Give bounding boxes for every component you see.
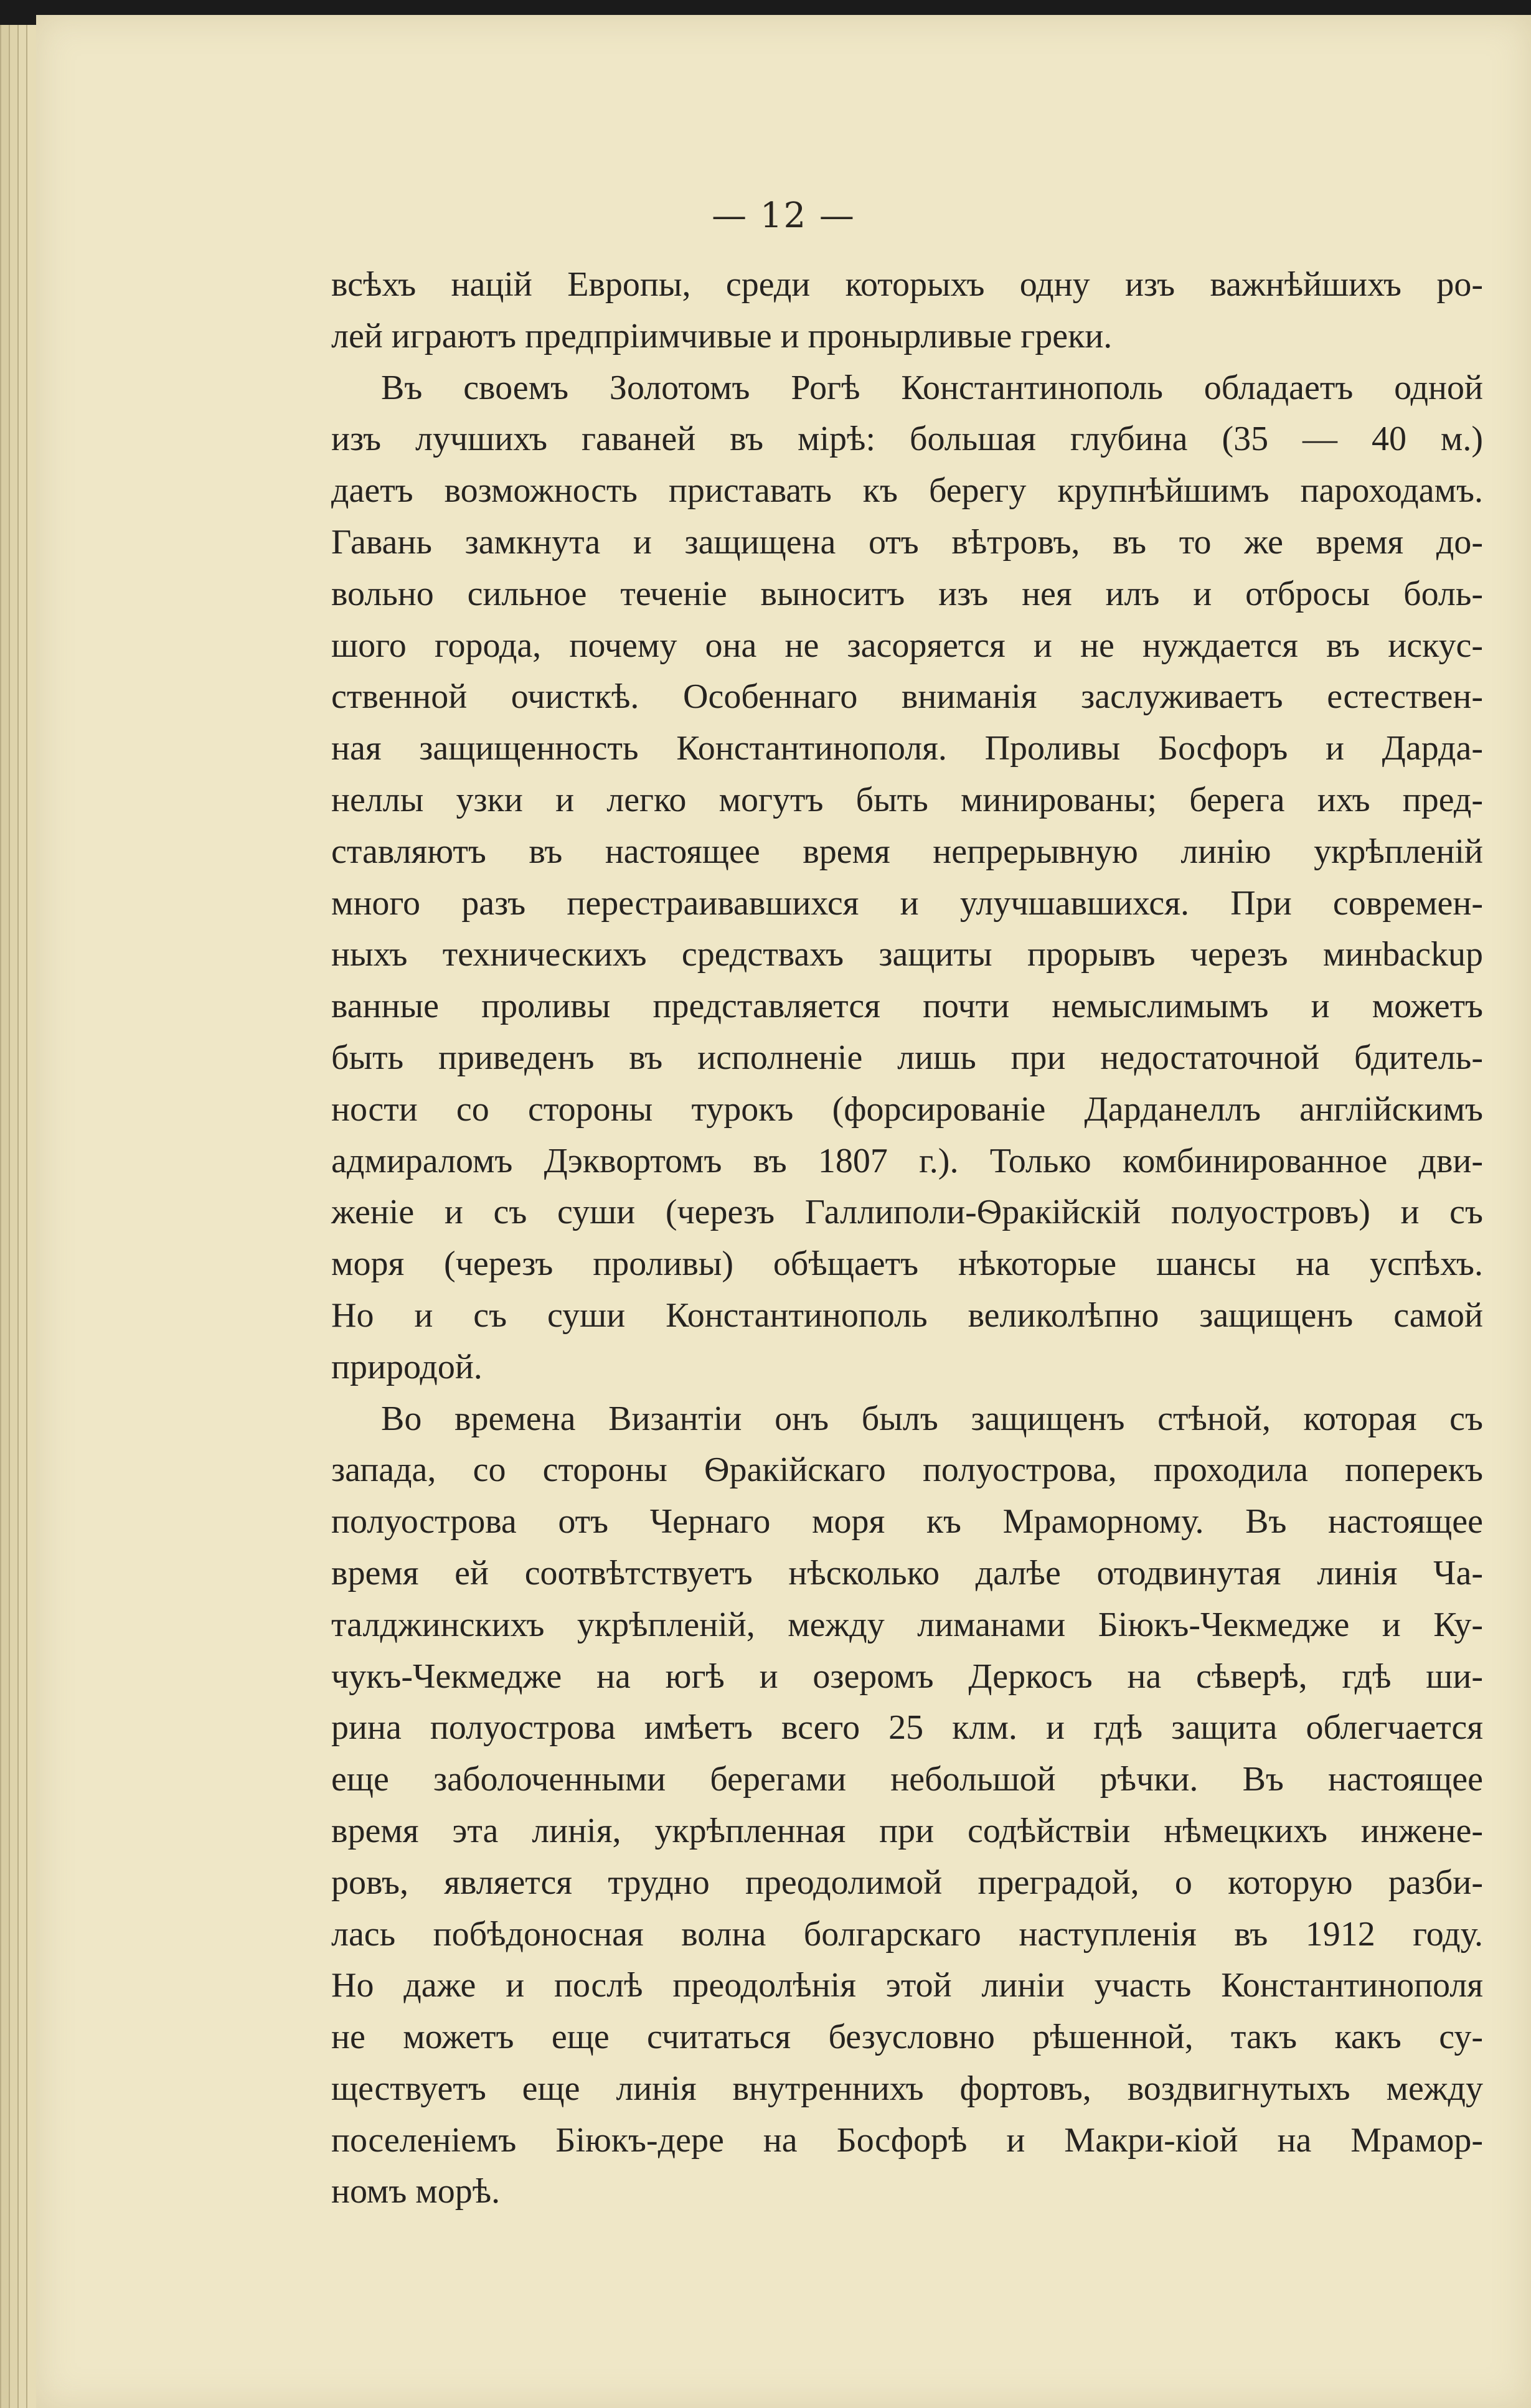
text-line: лась побѣдоносная волна болгарскаго наступленія въ 1912 году. [331,1914,1483,1954]
page-number: — 12 — [712,195,855,236]
text-line: Но и съ суши Константинополь великолѣпно защищенъ самой [331,1296,1483,1335]
text-line: ванные проливы представляется почти немыслимымъ и можетъ [331,987,1483,1026]
text-line: рина полуострова имѣетъ всего 25 клм. и гдѣ защита облегчается [331,1708,1483,1747]
text-line: изъ лучшихъ гаваней въ мірѣ: большая глубина (35 — 40 м.) [331,420,1483,459]
text-line: неллы узки и легко могутъ быть минированы; берега ихъ пред- [331,780,1483,819]
text-line: номъ морѣ. [331,2172,501,2211]
text-line: время ей соотвѣтствуетъ нѣсколько далѣе отодвинутая линія Ча- [331,1553,1483,1592]
text-line: адмираломъ Дэквортомъ въ 1807 г.). Только комбинированное дви- [331,1141,1483,1180]
text-line: талджинскихъ укрѣпленій, между лиманами Біюкъ-Чекмедже и Ку- [331,1605,1483,1644]
text-line: поселеніемъ Біюкъ-дере на Босфорѣ и Макри-кіой на Мрамор- [331,2120,1483,2160]
text-line: ровъ, является трудно преодолимой преградой, о которую разби- [331,1863,1483,1902]
text-line: природой. [331,1347,483,1386]
paragraph [331,259,1483,362]
text-line: много разъ перестраивавшихся и улучшавшихся. При современ- [331,883,1483,923]
text-line: ществуетъ еще линія внутреннихъ фортовъ, воздвигнутыхъ между [331,2069,1483,2108]
text-line: женіе и съ суши (черезъ Галлиполи-Ѳракійскій полуостровъ) и съ [331,1193,1483,1232]
body-text [331,259,1483,2218]
text-line: ности со стороны турокъ (форсированіе Дарданеллъ англійскимъ [331,1089,1483,1129]
text-line: Но даже и послѣ преодолѣнія этой линіи участь Константинополя [331,1966,1483,2005]
text-line: лей играютъ предпріимчивые и пронырливые греки. [331,316,1113,355]
book-page [36,15,1531,2408]
text-line: быть приведенъ въ исполненіе лишь при недостаточной бдитель- [331,1038,1483,1077]
text-line: ственной очисткѣ. Особеннаго вниманія заслуживаетъ естествен- [331,677,1483,717]
text-line: моря (черезъ проливы) обѣщаетъ нѣкоторые шансы на успѣхъ. [331,1244,1483,1284]
text-line: еще заболоченными берегами небольшой рѣчки. Въ настоящее [331,1760,1483,1799]
text-line: Гавань замкнута и защищена отъ вѣтровъ, въ то же время до- [331,522,1483,562]
text-line: не можетъ еще считаться безусловно рѣшенной, такъ какъ су- [331,2018,1483,2057]
text-line: чукъ-Чекмедже на югѣ и озеромъ Деркосъ на сѣверѣ, гдѣ ши- [331,1657,1483,1696]
text-line: даетъ возможность приставать къ берегу крупнѣйшимъ пароходамъ. [331,471,1483,510]
text-line: ставляютъ въ настоящее время непрерывную линію укрѣпленій [331,832,1483,871]
text-line: всѣхъ націй Европы, среди которыхъ одну изъ важнѣйшихъ ро- [331,265,1483,304]
paragraph [331,1393,1483,2218]
text-line: Во времена Византіи онъ былъ защищенъ стѣной, которая съ [381,1399,1483,1438]
text-line: запада, со стороны Ѳракійскаго полуострова, проходила поперекъ [331,1451,1483,1490]
text-line: шого города, почему она не засоряется и не нуждается въ искус- [331,626,1483,665]
text-line: Въ своемъ Золотомъ Рогѣ Константинополь обладаетъ одной [381,368,1483,407]
paragraph [331,362,1483,1393]
text-line: полуострова отъ Чернаго моря къ Мраморному. Въ настоящее [331,1502,1483,1541]
text-line: вольно сильное теченіе выноситъ изъ нея илъ и отбросы боль- [331,574,1483,613]
text-line: время эта линія, укрѣпленная при содѣйствіи нѣмецкихъ инжене- [331,1811,1483,1850]
text-line: ныхъ техническихъ средствахъ защиты прорывъ черезъ минbackup [331,935,1483,974]
text-line: ная защищенность Константинополя. Проливы Босфоръ и Дарда- [331,729,1483,768]
